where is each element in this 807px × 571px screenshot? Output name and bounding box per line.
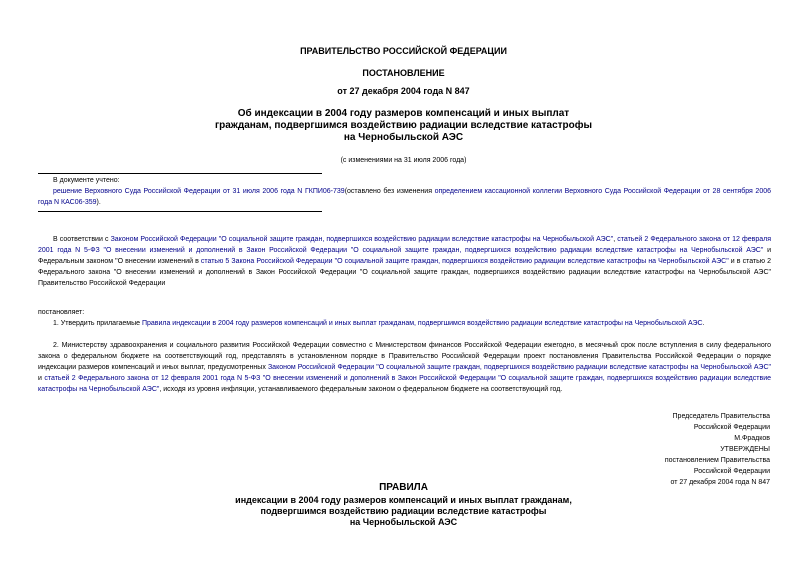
signature-position: Председатель Правительства	[672, 413, 770, 420]
preamble-paragraph: В соответствии с Законом Российской Федерации "О социальной защите граждан, подвергшихся воздействию радиации вследствие катастрофы на Чернобыльской АЭС", статьей 2 Федерального закона от 12 февраля 2001 года N 5-ФЗ "О внесении изменений и дополнений в Закон Российской Федерации "О социальной защите граждан, подвергшихся воздействию радиации вследствие катастрофы на Чернобыльской АЭС" и Федеральным законом "О внесении изменений в статью 5 Закона Российской Федерации "О социальной защите граждан, подвергшихся воздействию радиации вследствие катастрофы на Чернобыльской АЭС" и в статью 2 Федерального закона "О внесении изменений и дополнений в Закон Российской Федерации "О социальной защите граждан, подвергшихся воздействию радиации вследствие катастрофы на Чернобыльской АЭС" Правительство Российской Федерации	[38, 236, 772, 287]
rules-line-2: подвергшимся воздействию радиации вследствие катастрофы	[260, 506, 547, 516]
title-line-1: Об индексации в 2004 году размеров компенсаций и иных выплат	[237, 108, 570, 119]
signature-name: М.Фрадков	[734, 435, 770, 442]
item-2: 2. Министерству здравоохранения и социального развития Российской Федерации совместно с Министерством финансов Российской Федерации ежегодно, в месячный срок после вступления в силу федерального закона о федеральном бюджете на соответствующий год, представлять в установленном порядке в Правительство Российской Федерации проект постановления Правительства Российской Федерации о порядке индексации размеров компенсаций и иных выплат, предусмотренных Законом Российской Федерации "О социальной защите граждан, подвергшихся воздействию радиации вследствие катастрофы на Чернобыльской АЭС" и статьей 2 Федерального закона от 12 февраля 2001 года N 5-ФЗ "О внесении изменений и дополнений в Закон Российской Федерации "О социальной защите граждан, подвергшихся воздействию радиации вследствие катастрофы на Чернобыльской АЭС", исходя из уровня инфляции, устанавливаемого федеральным законом о федеральном бюджете на соответствующий год.	[38, 342, 771, 393]
note-box	[38, 175, 771, 208]
resolves-text: постановляет:	[38, 309, 85, 316]
doc-type-heading: ПОСТАНОВЛЕНИЕ	[362, 68, 445, 78]
federal-law-article-link[interactable]: статьей 2 Федерального закона от 12 февраля 2001 года N 5-ФЗ "О внесении изменений и дополнений в Закон Российской Федерации "О социальной защите граждан, подвергшихся воздействию радиации вследствие катастрофы на Чернобыльской АЭС"	[38, 236, 772, 254]
article5-link[interactable]: статью 5 Закона Российской Федерации "О социальной защите граждан, подвергшихся воздействию радиации вследствие катастрофы на Чернобыльской АЭС"	[200, 258, 729, 265]
signature-block	[470, 411, 770, 488]
rules-link[interactable]: Правила индексации в 2004 году размеров компенсаций и иных выплат гражданам, подвергшимся воздействию радиации вследствие катастрофы на Чернобыльской АЭС	[141, 320, 703, 327]
changes-note: (с изменениями на 31 июля 2006 года)	[340, 157, 467, 164]
item-1: 1. Утвердить прилагаемые Правила индексации в 2004 году размеров компенсаций и иных выплат гражданам, подвергшимся воздействию радиации вследствие катастрофы на Чернобыльской АЭС.	[53, 320, 705, 327]
approved-country: Российской Федерации	[693, 468, 770, 475]
government-heading: ПРАВИТЕЛЬСТВО РОССИЙСКОЙ ФЕДЕРАЦИИ	[300, 46, 507, 56]
law-link[interactable]: Законом Российской Федерации "О социальной защите граждан, подвергшихся воздействию радиации вследствие катастрофы на Чернобыльской АЭС"	[110, 236, 614, 243]
doc-date-number: от 27 декабря 2004 года N 847	[337, 86, 470, 96]
title-line-3: на Чернобыльской АЭС	[343, 132, 464, 143]
law-link-2[interactable]: Законом Российской Федерации "О социальной защите граждан, подвергшихся воздействию радиации вследствие катастрофы на Чернобыльской АЭС"	[267, 364, 771, 371]
rules-line-1: индексации в 2004 году размеров компенсаций и иных выплат гражданам,	[235, 495, 572, 505]
title-line-2: гражданам, подвергшимся воздействию радиации вследствие катастрофы	[214, 120, 593, 131]
note-bottom-divider	[38, 211, 322, 212]
rules-title: ПРАВИЛА	[379, 482, 428, 493]
approved-by: постановлением Правительства	[664, 457, 770, 464]
signature-country: Российской Федерации	[693, 424, 770, 431]
cassation-ruling-link[interactable]: определением кассационной коллегии Верховного Суда Российской Федерации от 28 сентября 2006 года N КАС06-359	[38, 188, 772, 206]
note-text: решение Верховного Суда Российской Федерации от 31 июля 2006 года N ГКПИ06-739(оставлено без изменения определением кассационной коллегии Верховного Суда Российской Федерации от 28 сентября 2006 года N КАС06-359).	[38, 188, 772, 206]
approved-label: УТВЕРЖДЕНЫ	[720, 446, 770, 453]
federal-law-article-link-2[interactable]: статьей 2 Федерального закона от 12 февраля 2001 года N 5-ФЗ "О внесении изменений и дополнений в Закон Российской Федерации "О социальной защите граждан, подвергшихся воздействию радиации вследствие катастрофы на Чернобыльской АЭС"	[38, 375, 771, 393]
approved-date: от 27 декабря 2004 года N 847	[670, 479, 770, 486]
note-top-divider	[38, 173, 322, 174]
rules-line-3: на Чернобыльской АЭС	[349, 517, 458, 527]
document-title	[0, 108, 807, 144]
rules-subtitle	[0, 495, 807, 528]
note-label: В документе учтено:	[53, 177, 120, 184]
supreme-court-decision-link[interactable]: решение Верховного Суда Российской Федерации от 31 июля 2006 года N ГКПИ06-739	[53, 188, 345, 195]
